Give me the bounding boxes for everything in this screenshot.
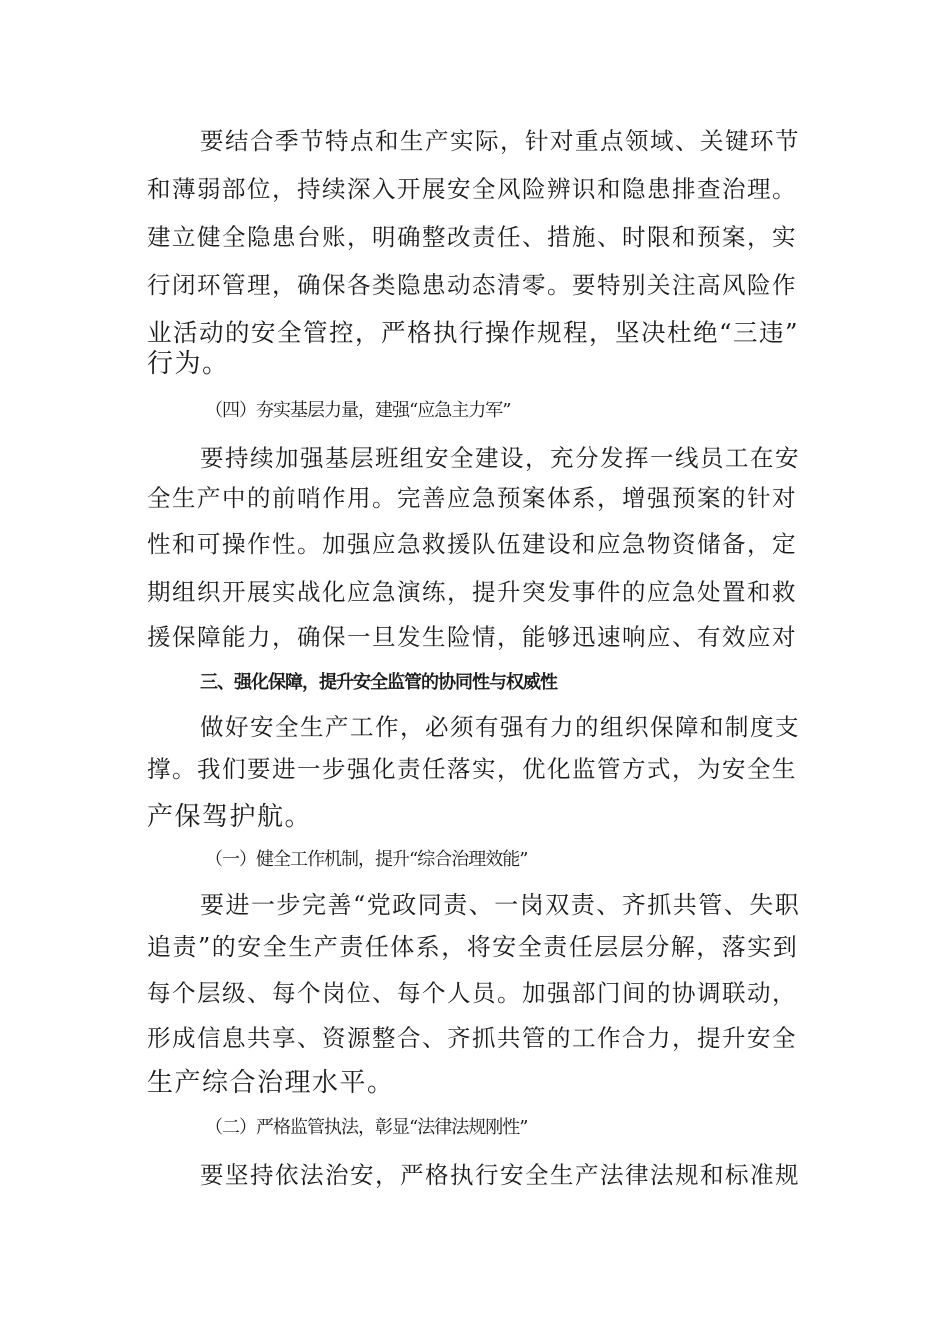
subsection-heading: （四）夯实基层力量，建强“应急主力军” — [205, 400, 511, 421]
section-heading: 三、强化保障，提升安全监管的协同性与权威性 — [200, 672, 557, 693]
paragraph-line: 要坚持依法治安，严格执行安全生产法律法规和标准规 — [200, 1161, 800, 1189]
paragraph-line: 要进一步完善“党政同责、一岗双责、齐抓共管、失职 — [200, 891, 801, 919]
paragraph-line: 性和可操作性。加强应急救援队伍建设和应急物资储备，定 — [147, 530, 797, 558]
paragraph-line: 撑。我们要进一步强化责任落实，优化监管方式，为安全生 — [147, 755, 797, 783]
paragraph-line: 全生产中的前哨作用。完善应急预案体系，增强预案的针对 — [147, 484, 797, 512]
paragraph-line: 追责”的安全生产责任体系，将安全责任层层分解，落实到 — [147, 933, 799, 961]
paragraph-line: 要持续加强基层班组安全建设，充分发挥一线员工在安 — [200, 444, 800, 472]
subsection-heading: （二）严格监管执法，彰显“法律法规刚性” — [205, 1117, 528, 1138]
paragraph-line: 产保驾护航。 — [147, 802, 313, 832]
subsection-heading: （一）健全工作机制，提升“综合治理效能” — [205, 849, 528, 870]
paragraph-line: 每个层级、每个岗位、每个人员。加强部门间的协调联动， — [147, 979, 797, 1007]
paragraph-line: 期组织开展实战化应急演练，提升突发事件的应急处置和救 — [147, 578, 797, 606]
paragraph-line: 行为。 — [147, 349, 230, 379]
paragraph-line: 要结合季节特点和生产实际，针对重点领域、关键环节 — [200, 127, 800, 155]
paragraph-line: 行闭环管理，确保各类隐患动态清零。要特别关注高风险作 — [147, 271, 797, 299]
paragraph-line: 援保障能力，确保一旦发生险情，能够迅速响应、有效应对 — [147, 623, 797, 651]
paragraph-line: 业活动的安全管控，严格执行操作规程，坚决杜绝“三违” — [147, 318, 800, 347]
paragraph-line: 生产综合治理水平。 — [147, 1068, 395, 1098]
paragraph-line: 建立健全隐患台账，明确整改责任、措施、时限和预案，实 — [147, 223, 797, 251]
paragraph-line: 形成信息共享、资源整合、齐抓共管的工作合力，提升安全 — [147, 1024, 797, 1052]
paragraph-line: 做好安全生产工作，必须有强有力的组织保障和制度支 — [200, 713, 800, 741]
paragraph-line: 和薄弱部位，持续深入开展安全风险辨识和隐患排查治理。 — [147, 175, 797, 203]
